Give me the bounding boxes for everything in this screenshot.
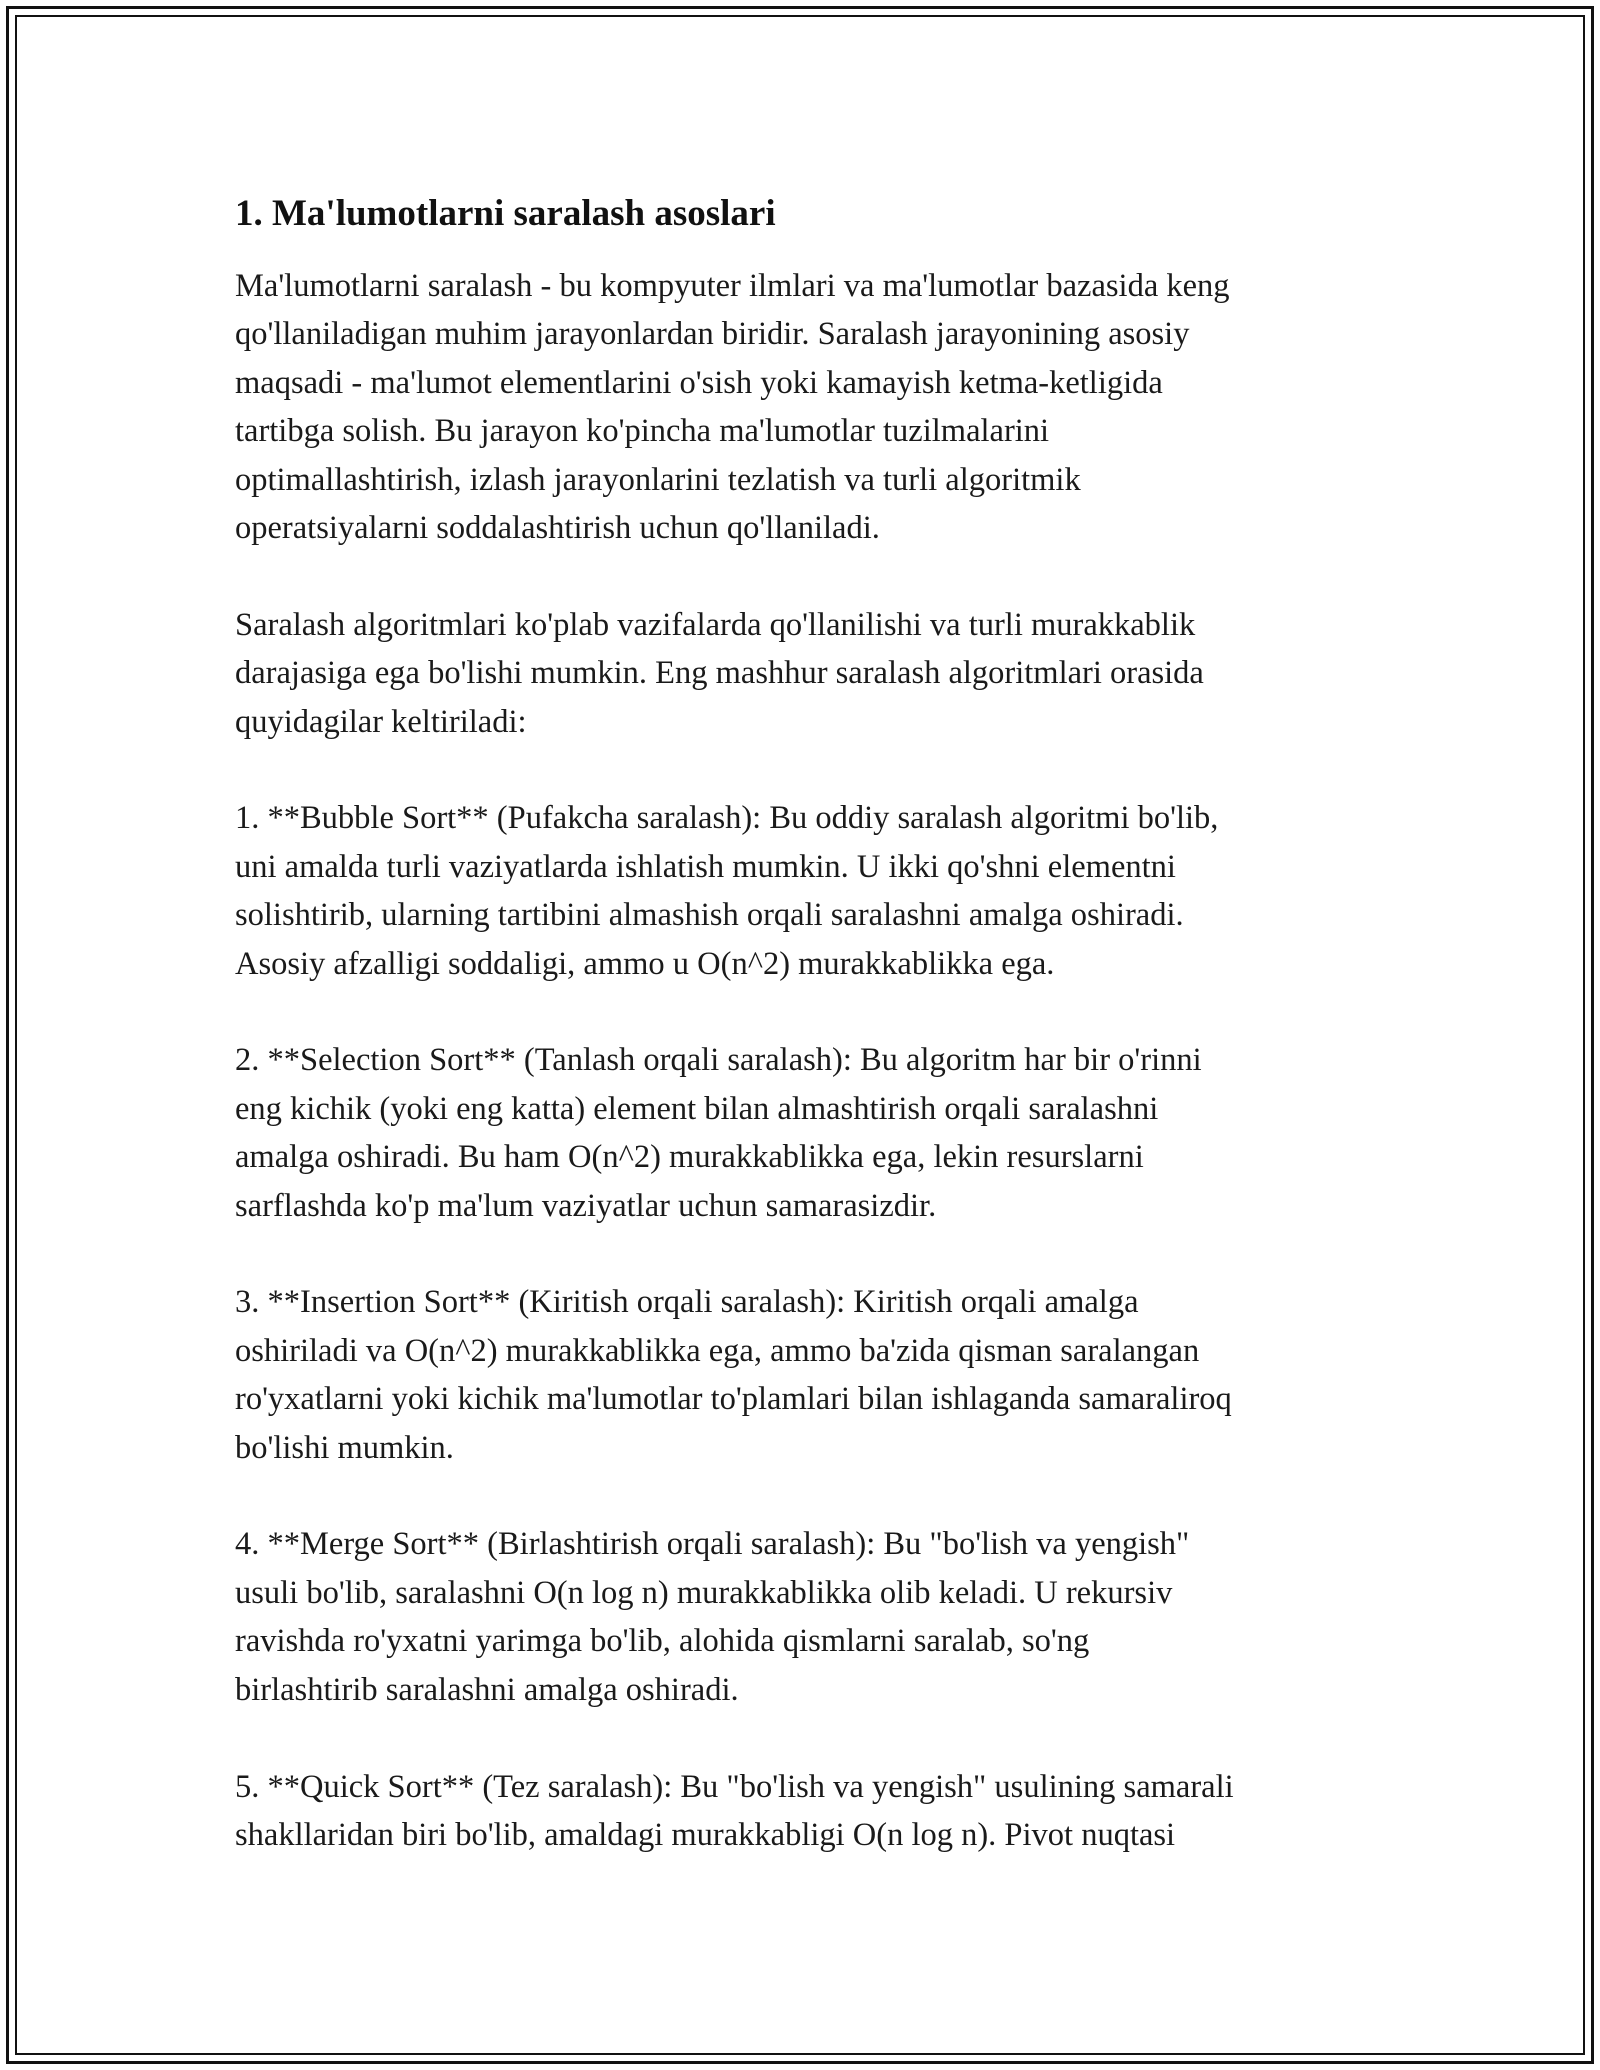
paragraph [235,1036,1395,1230]
page-title: 1. Ma'lumotlarni saralash asoslari [235,193,776,234]
text-line: maqsadi - ma'lumot elementlarini o'sish yoki kamayish ketma-ketligida [235,364,1163,401]
text-line: tartibga solish. Bu jarayon ko'pincha ma'lumotlar tuzilmalarini [235,413,1050,450]
text-line: 5. **Quick Sort** (Tez saralash): Bu "bo'lish va yengish" usulining samarali [235,1768,1234,1805]
paragraph [235,1763,1395,1860]
text-line: usuli bo'lib, saralashni O(n log n) murakkablikka olib keladi. U rekursiv [235,1574,1173,1611]
text-line: shakllaridan biri bo'lib, amaldagi murakkabligi O(n log n). Pivot nuqtasi [235,1816,1176,1853]
text-line: bo'lishi mumkin. [235,1429,454,1466]
text-line: qo'llaniladigan muhim jarayonlardan biridir. Saralash jarayonining asosiy [235,316,1190,353]
paragraph [235,1520,1395,1714]
text-line: 3. **Insertion Sort** (Kiritish orqali saralash): Kiritish orqali amalga [235,1284,1139,1321]
text-line: Asosiy afzalligi soddaligi, ammo u O(n^2) murakkablikka ega. [235,945,1055,982]
text-line: oshiriladi va O(n^2) murakkablikka ega, ammo ba'zida qisman saralangan [235,1332,1200,1369]
paragraph [235,601,1395,746]
text-line: 2. **Selection Sort** (Tanlash orqali saralash): Bu algoritm har bir o'rinni [235,1042,1202,1079]
text-line: darajasiga ega bo'lishi mumkin. Eng mashhur saralash algoritmlari orasida [235,655,1204,692]
text-line: quyidagilar keltiriladi: [235,703,527,740]
text-line: solishtirib, ularning tartibini almashish orqali saralashni amalga oshiradi. [235,897,1184,934]
text-line: birlashtirib saralashni amalga oshiradi. [235,1671,739,1708]
text-line: amalga oshiradi. Bu ham O(n^2) murakkablikka ega, lekin resurslarni [235,1139,1144,1176]
text-line: ravishda ro'yxatni yarimga bo'lib, alohida qismlarni saralab, so'ng [235,1623,1090,1660]
text-line: optimallashtirish, izlash jarayonlarini tezlatish va turli algoritmik [235,461,1081,498]
text-line: 1. **Bubble Sort** (Pufakcha saralash): Bu oddiy saralash algoritmi bo'lib, [235,800,1219,837]
text-line: eng kichik (yoki eng katta) element bilan almashtirish orqali saralashni [235,1090,1159,1127]
text-line: uni amalda turli vaziyatlarda ishlatish mumkin. U ikki qo'shni elementni [235,848,1176,885]
text-line: operatsiyalarni soddalashtirish uchun qo'llaniladi. [235,510,880,547]
paragraph [235,1278,1395,1472]
paragraph [235,262,1395,552]
text-line: Saralash algoritmlari ko'plab vazifalarda qo'llanilishi va turli murakkablik [235,606,1196,643]
text-line: Ma'lumotlarni saralash - bu kompyuter ilmlari va ma'lumotlar bazasida keng [235,268,1230,304]
document-body [235,262,1395,1859]
document-page [235,186,1395,1908]
text-line: sarflashda ko'p ma'lum vaziyatlar uchun samarasizdir. [235,1187,937,1224]
paragraph [235,794,1395,988]
text-line: 4. **Merge Sort** (Birlashtirish orqali saralash): Bu "bo'lish va yengish" [235,1526,1190,1563]
text-line: ro'yxatlarni yoki kichik ma'lumotlar to'plamlari bilan ishlaganda samaraliroq [235,1381,1232,1418]
